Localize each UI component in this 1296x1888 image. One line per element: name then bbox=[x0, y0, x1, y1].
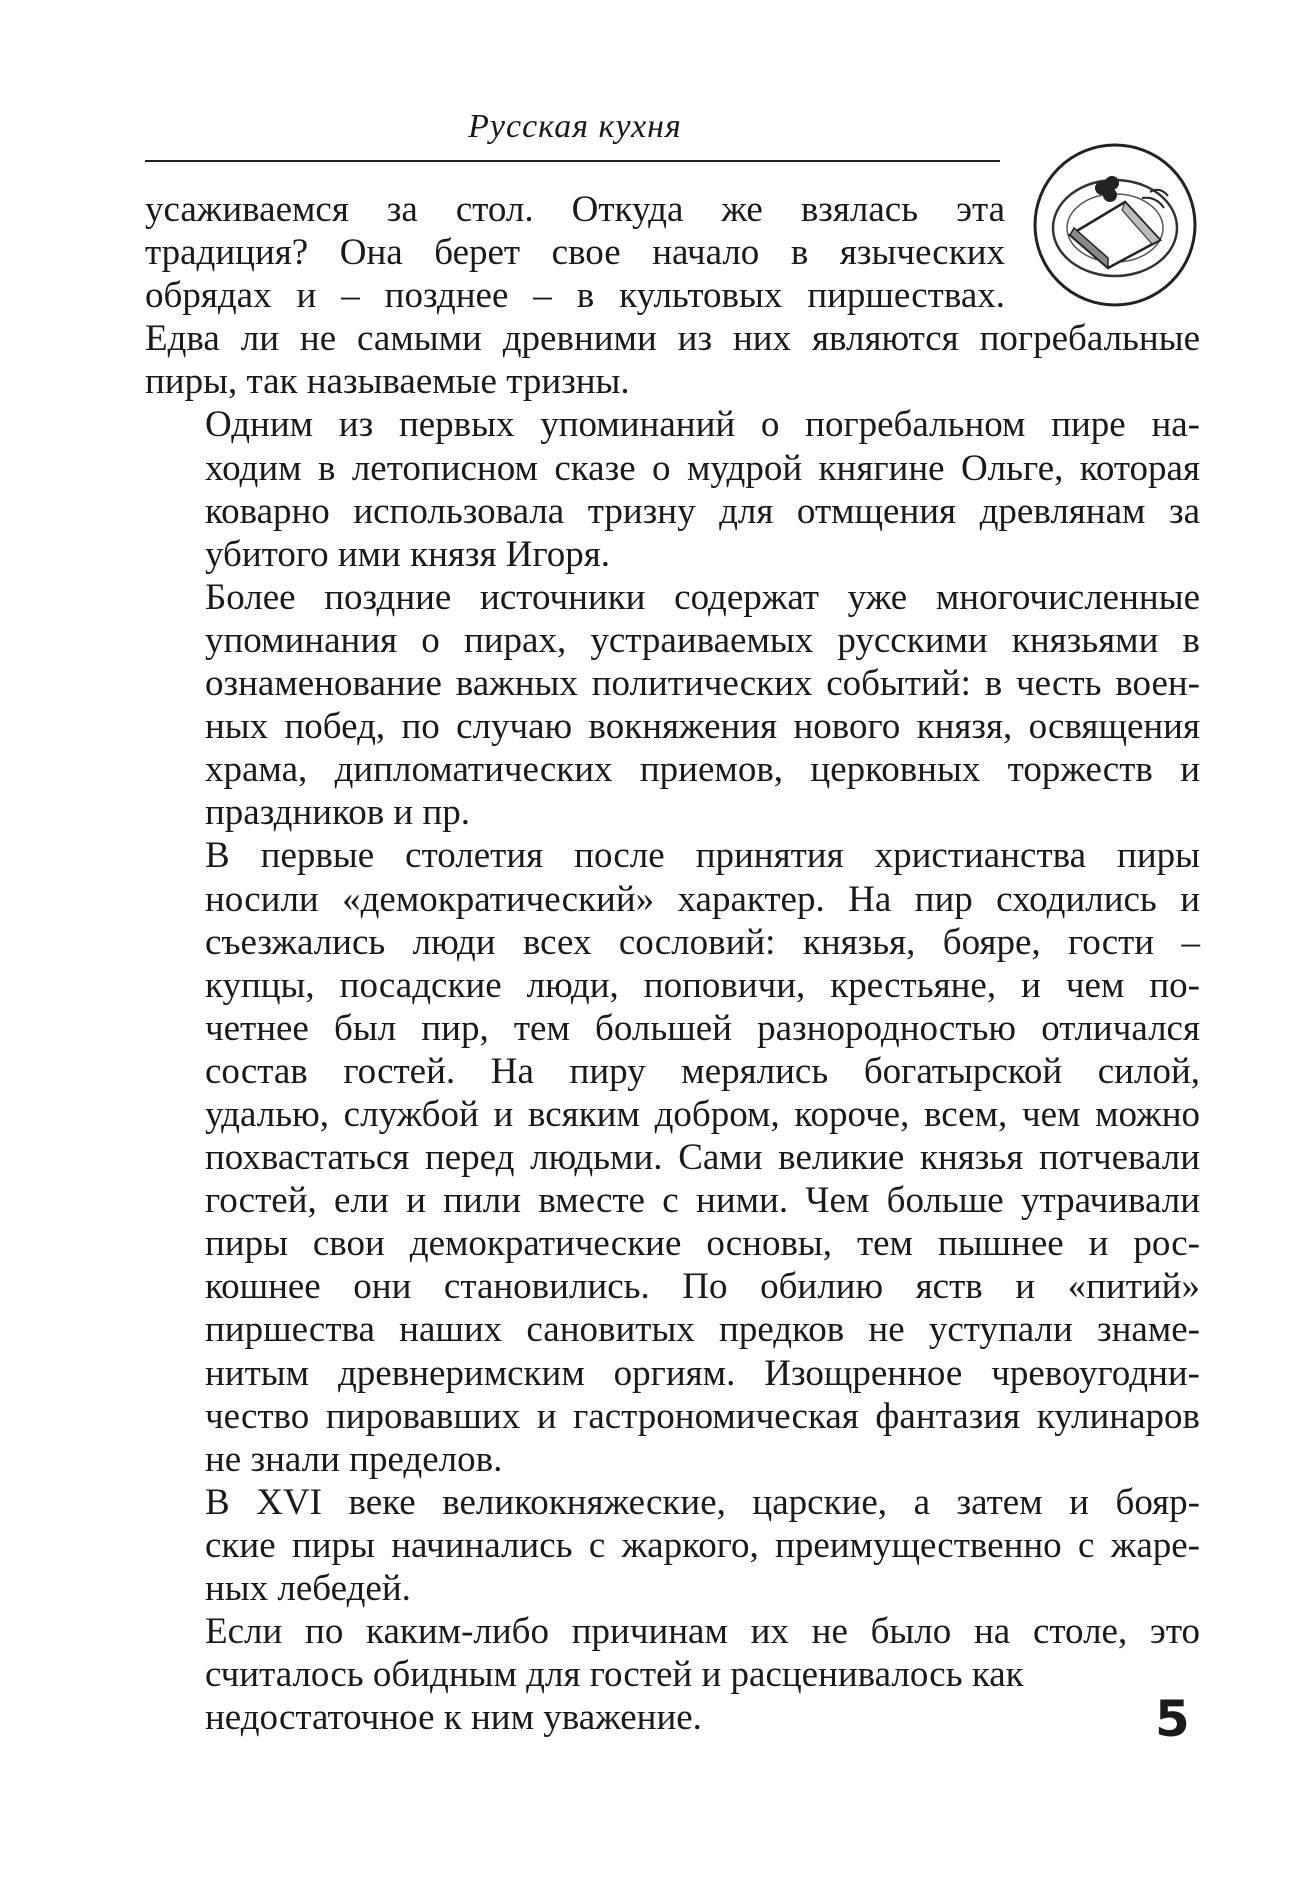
text-line: обрядах и – позднее – в культовых пиршествах. bbox=[145, 275, 1005, 317]
page-number: 5 bbox=[1155, 1690, 1190, 1748]
header-rule bbox=[145, 160, 1000, 162]
text-line: купцы, посадские люди, поповичи, крестьяне, и чем по- bbox=[205, 964, 1200, 1006]
text-line: Одним из первых упоминаний о погребальном пире на- bbox=[205, 404, 1200, 446]
text-line: чество пировавших и гастрономическая фантазия кулинаров bbox=[205, 1395, 1200, 1437]
text-line: ские пиры начинались с жаркого, преимущественно с жаре- bbox=[205, 1524, 1200, 1566]
text-line: нитым древнеримским оргиям. Изощренное чревоугодни- bbox=[205, 1352, 1200, 1394]
text-line: коварно использовала тризну для отмщения древлянам за bbox=[205, 490, 1200, 532]
text-line: считалось обидным для гостей и расценивалось как bbox=[205, 1654, 1024, 1696]
text-line: храма, дипломатических приемов, церковных торжеств и bbox=[205, 749, 1200, 791]
text-line: кошнее они становились. По обилию яств и «питий» bbox=[205, 1266, 1200, 1308]
text-line: ознаменование важных политических событий: в честь воен- bbox=[205, 663, 1200, 705]
text-line: пиры свои демократические основы, тем пышнее и рос- bbox=[205, 1223, 1200, 1265]
text-line: традиция? Она берет свое начало в языческих bbox=[145, 232, 1005, 274]
text-line: ных побед, по случаю вокняжения нового князя, освящения bbox=[205, 706, 1200, 748]
text-line: не знали пределов. bbox=[205, 1438, 503, 1480]
text-line: недостаточное к ним уважение. bbox=[205, 1697, 702, 1739]
paragraph bbox=[145, 403, 1200, 575]
paragraph bbox=[145, 1481, 1200, 1610]
paragraph bbox=[145, 834, 1200, 1480]
text-line: пиршества наших сановитых предков не уступали знаме- bbox=[205, 1309, 1200, 1351]
text-line: состав гостей. На пиру мерялись богатырской силой, bbox=[205, 1050, 1200, 1092]
text-line: удалью, службой и всяким добром, короче, всем, чем можно bbox=[205, 1093, 1200, 1135]
text-line: Едва ли не самыми древними из них являются погребальные bbox=[145, 318, 1200, 360]
text-line: усаживаемся за стол. Откуда же взялась эта bbox=[145, 189, 1005, 230]
text-line: упоминания о пирах, устраиваемых русскими князьями в bbox=[205, 619, 1200, 661]
paragraph bbox=[145, 576, 1200, 835]
body-text bbox=[145, 188, 1200, 1739]
text-line: похвастаться перед людьми. Сами великие князья потчевали bbox=[205, 1137, 1200, 1179]
text-line: четнее был пир, тем большей разнородностью отличался bbox=[205, 1007, 1200, 1049]
text-line: пиры, так называемые тризны. bbox=[145, 361, 630, 403]
text-line: Если по каким-либо причинам их не было на столе, это bbox=[205, 1611, 1200, 1653]
paragraph bbox=[145, 1610, 1200, 1739]
text-line: съезжались люди всех сословий: князья, бояре, гости – bbox=[205, 921, 1200, 963]
text-line: праздников и пр. bbox=[205, 792, 471, 834]
text-line: ных лебедей. bbox=[205, 1568, 411, 1609]
text-line: В первые столетия после принятия христианства пиры bbox=[205, 835, 1200, 877]
paragraph bbox=[145, 188, 1200, 403]
text-line: В XVI веке великокняжеские, царские, а затем и бояр- bbox=[205, 1481, 1200, 1523]
text-line: носили «демократический» характер. На пир сходились и bbox=[205, 878, 1200, 920]
text-line: убитого ими князя Игоря. bbox=[205, 533, 611, 575]
running-header: Русская кухня bbox=[468, 108, 682, 145]
text-line: гостей, ели и пили вместе с ними. Чем больше утрачивали bbox=[205, 1180, 1200, 1222]
text-line: ходим в летописном сказе о мудрой княгине Ольге, которая bbox=[205, 447, 1200, 489]
text-line: Более поздние источники содержат уже многочисленные bbox=[205, 576, 1200, 618]
